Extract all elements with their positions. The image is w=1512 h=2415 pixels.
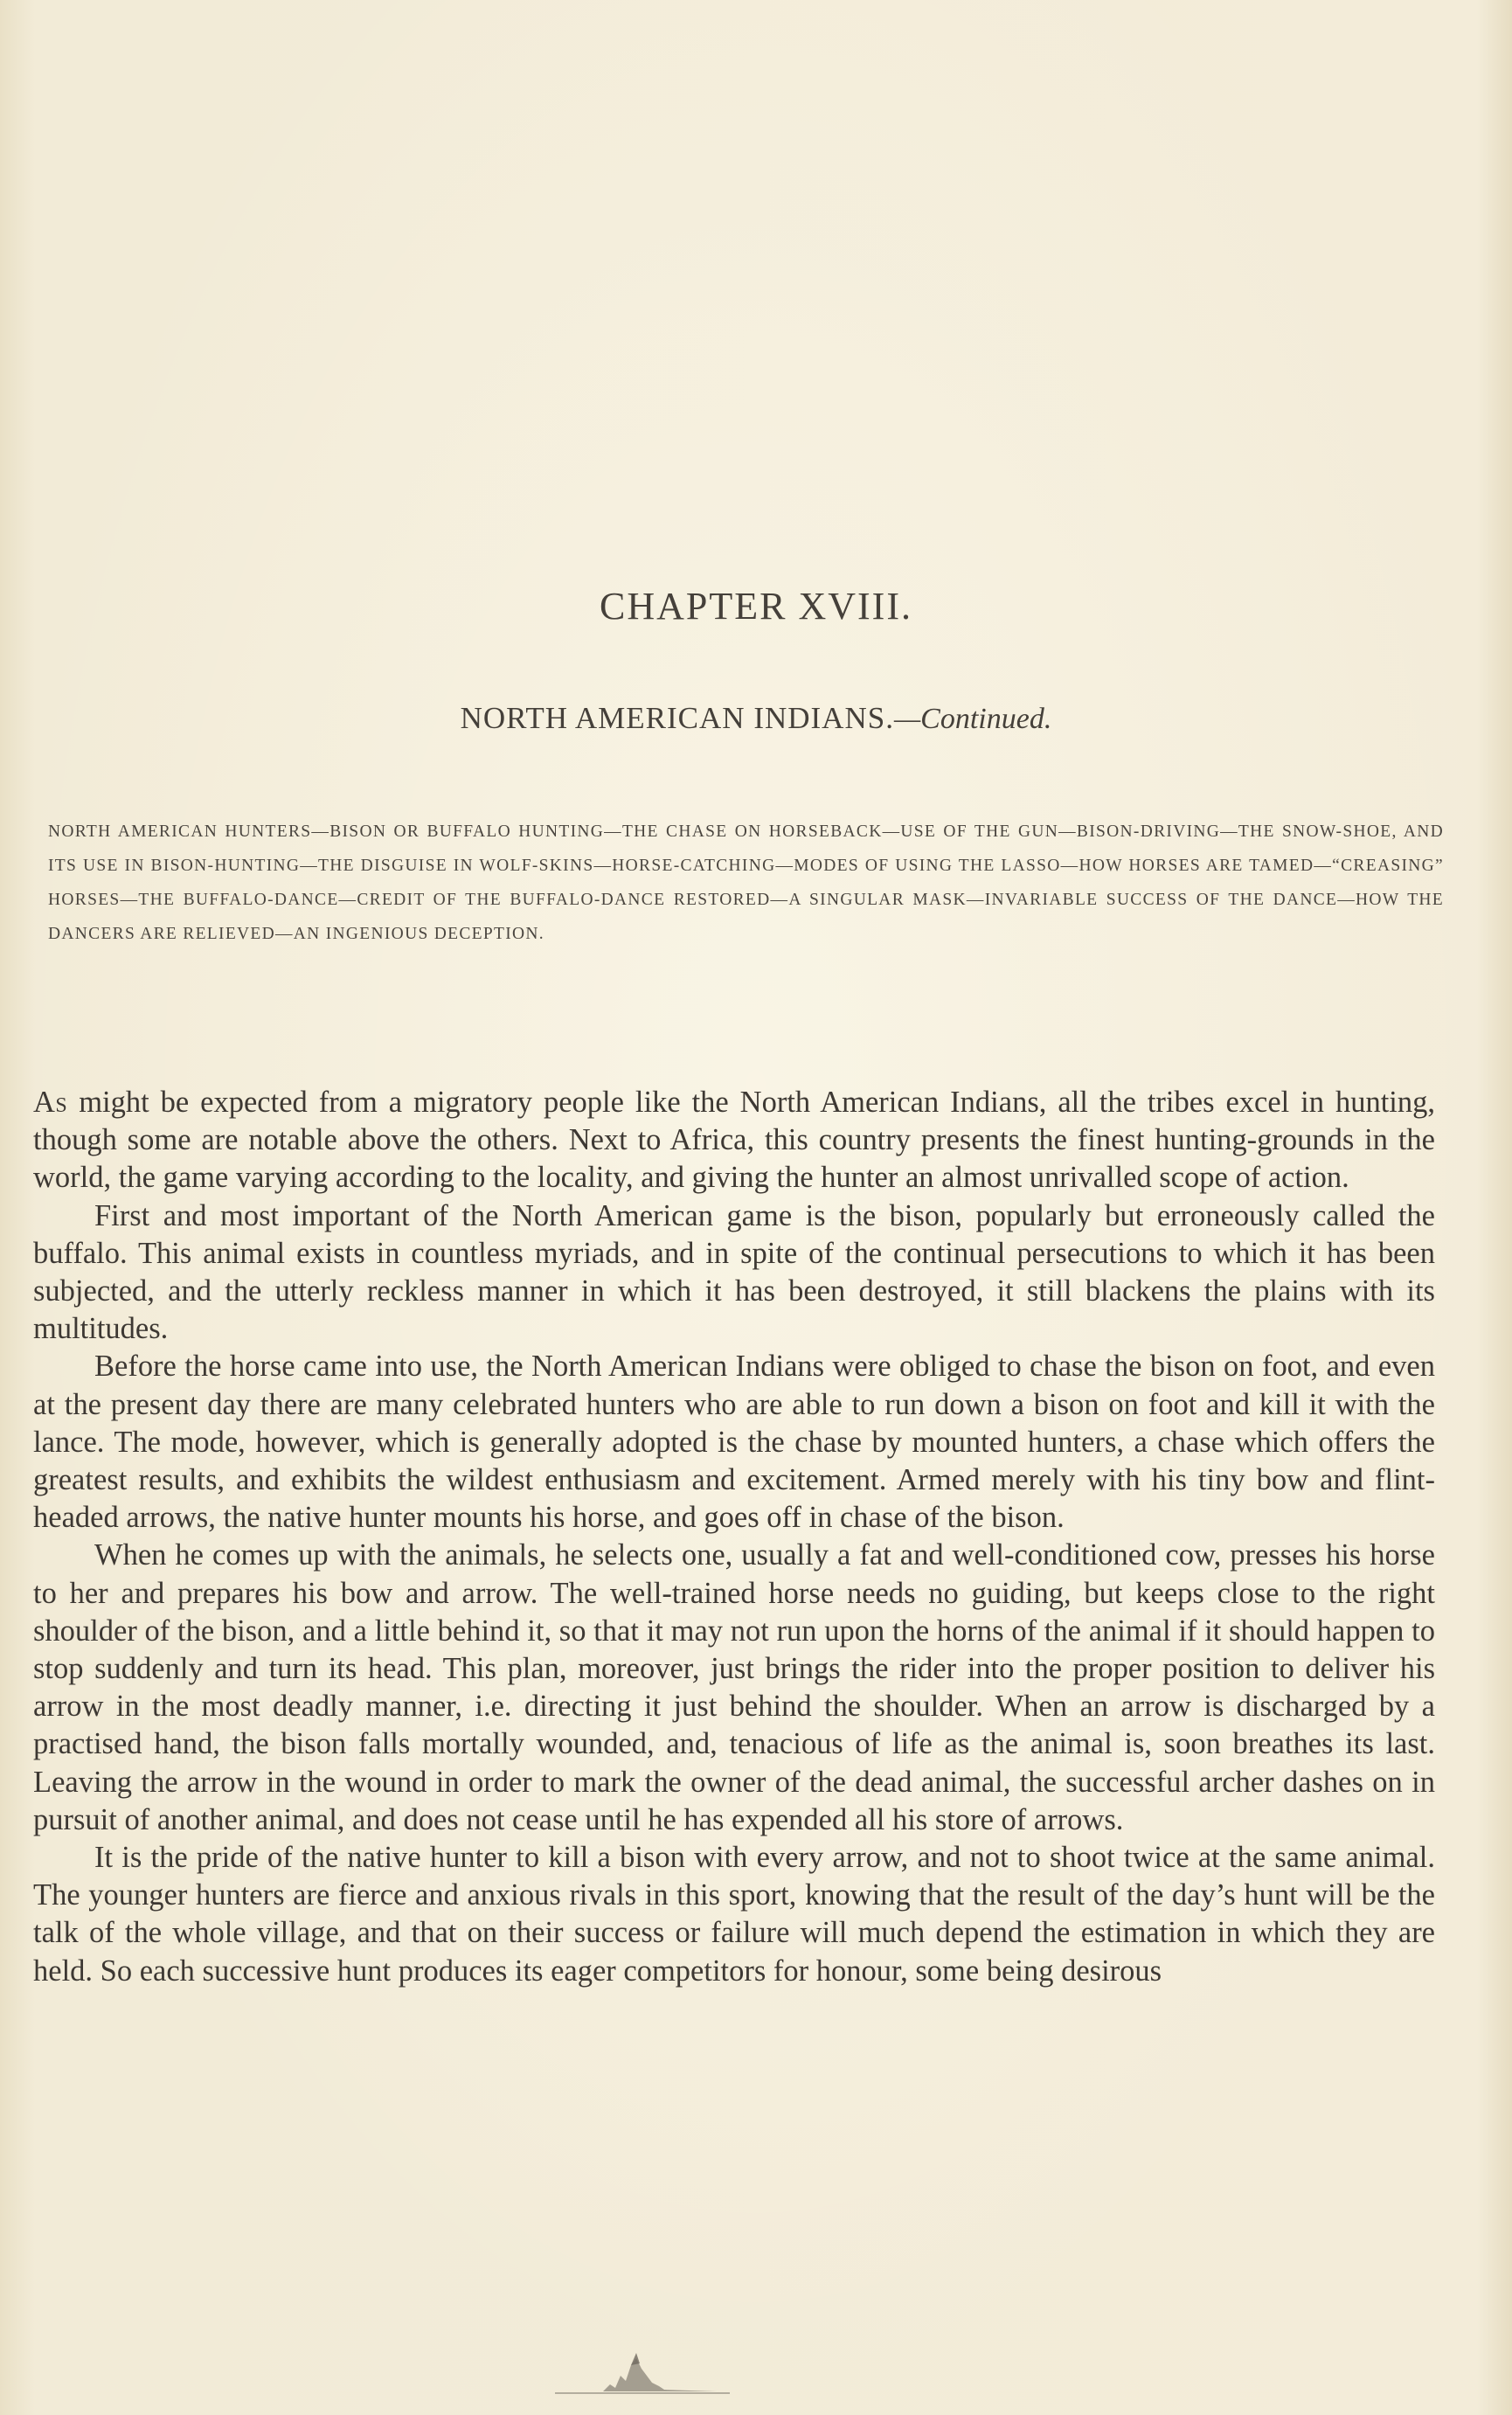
paragraph-5: It is the pride of the native hunter to kill a bison with every arrow, and not to shoot twice at the same animal. The younger hunters are fierce and anxious rivals in this sport, knowing that the result of the day’s hunt will be the talk of the whole village, and that on their success or failure will much depend the estimation in which they are held. So each successive hunt produces its eager competitors for honour, some being desirous <box>33 1841 1435 1988</box>
subtitle-continued: —Continued. <box>893 703 1052 735</box>
chapter-subtitle <box>0 701 1512 736</box>
paragraph-2: First and most important of the North American game is the bison, popularly but erroneously called the buffalo. This animal exists in countless myriads, and in spite of the continual persecutions to which it has been subjected, and the utterly reckless manner in which it has been destroyed, it still blackens the plains with its multitudes. <box>33 1198 1435 1346</box>
subtitle-main: NORTH AMERICAN INDIANS. <box>460 701 894 735</box>
chapter-title: CHAPTER XVIII. <box>600 585 912 628</box>
page-ornament-icon <box>551 2349 734 2395</box>
chapter-synopsis <box>48 815 1444 951</box>
paragraph-1-lead: As <box>33 1086 68 1119</box>
paragraph-4: When he comes up with the animals, he selects one, usually a fat and well-conditioned cow, presses his horse to her and prepares his bow and arrow. The well-trained horse needs no guiding, but keeps close to the right shoulder of the bison, and a little behind it, so that it may not run upon the horns of the animal if it should happen to stop suddenly and turn its head. This plan, moreover, just brings the rider into the proper position to deliver his arrow in the most deadly manner, i.e. directing it just behind the shoulder. When an arrow is discharged by a practised hand, the bison falls mortally wounded, and, tenacious of life as the animal is, soon breathes its last. Leaving the arrow in the wound in order to mark the owner of the dead animal, the successful archer dashes on in pursuit of another animal, and does not cease until he has expended all his store of arrows. <box>33 1538 1435 1836</box>
paragraph-1 <box>33 1084 1435 1197</box>
paragraph-1-text: might be expected from a migratory people like the North American Indians, all the tribes excel in hunting, though some are notable above the others. Next to Africa, this country presents the finest hunting-grounds in the world, the game varying according to the locality, and giving the hunter an almost unrivalled scope of action. <box>33 1086 1435 1195</box>
synopsis-text: NORTH AMERICAN HUNTERS—BISON OR BUFFALO HUNTING—THE CHASE ON HORSEBACK—USE OF THE GUN—BISON-DRIVING—THE SNOW-SHOE, AND ITS USE IN BISON-HUNTING—THE DISGUISE IN WOLF-SKINS—HORSE-CATCHING—MODES OF USING THE LASSO—HOW HORSES ARE TAMED—“CREASING” HORSES—THE BUFFALO-DANCE—CREDIT OF THE BUFFALO-DANCE RESTORED—A SINGULAR MASK—INVARIABLE SUCCESS OF THE DANCE—HOW THE DANCERS ARE RELIEVED—AN INGENIOUS DECEPTION. <box>48 822 1444 943</box>
body-text <box>33 1084 1435 1990</box>
paragraph-3: Before the horse came into use, the North American Indians were obliged to chase the bison on foot, and even at the present day there are many celebrated hunters who are able to run down a bison on foot and kill it with the lance. The mode, however, which is generally adopted is the chase by mounted hunters, a chase which offers the greatest results, and exhibits the wildest enthusiasm and excitement. Armed merely with his tiny bow and flint-headed arrows, the native hunter mounts his horse, and goes off in chase of the bison. <box>33 1350 1435 1535</box>
